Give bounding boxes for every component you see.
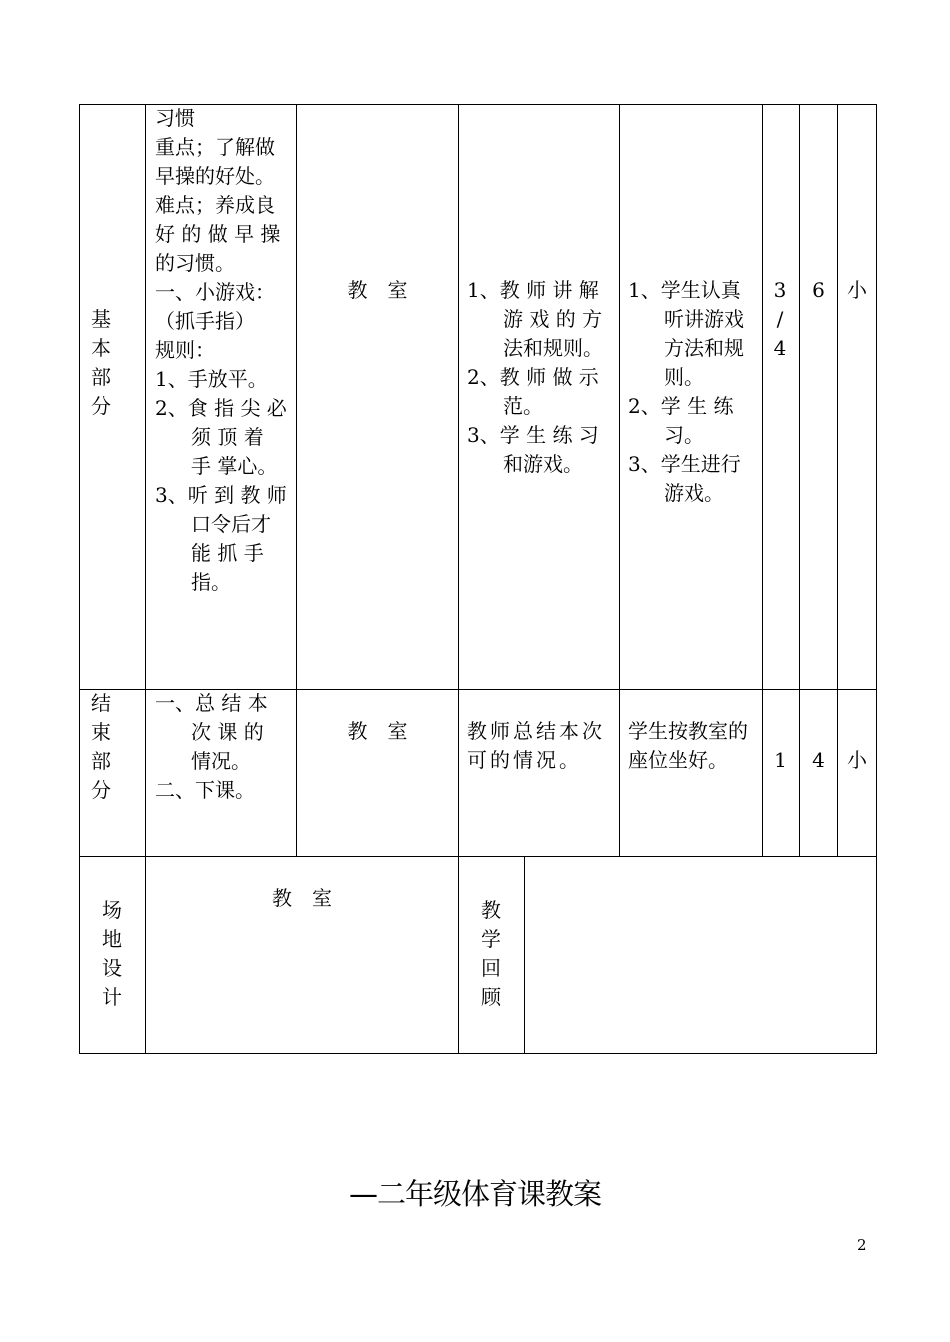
end-student-activity: 学生按教室的座位坐好。: [628, 719, 748, 772]
end-minutes: 4: [812, 748, 825, 772]
column-divider: [619, 104, 620, 857]
row-divider: [79, 856, 877, 857]
column-divider: [458, 104, 459, 1054]
site-design-label: 场 地 设 计: [102, 898, 122, 1009]
end-content: 一、总 结 本 次 课 的 情况。 二、下课。: [155, 691, 268, 802]
table-border-right: [876, 104, 877, 1054]
table-border-bottom: [79, 1053, 877, 1054]
section-label-basic: 基 本 部 分: [91, 307, 111, 418]
basic-intensity: 小: [847, 278, 867, 302]
teaching-review-label: 教 学 回 顾: [481, 898, 501, 1009]
column-divider: [799, 104, 800, 857]
basic-venue: 教 室: [347, 278, 408, 302]
end-intensity: 小: [847, 748, 867, 772]
column-divider: [762, 104, 763, 857]
table-border-left: [79, 104, 80, 1054]
column-divider: [524, 856, 525, 1054]
basic-student-activity: 1、学生认真 听讲游戏 方法和规 则。 2、学 生 练 习。 3、学生进行 游戏。: [628, 278, 744, 505]
basic-content: 习惯 重点；了解做 早操的好处。 难点；养成良 好 的 做 早 操 的习惯。 一、小游戏： （抓手指） 规则： 1、手放平。 2、食 指 尖 必 须 顶 着 手 掌心。 3、听 到 教 师 口令后才能 抓 手 指。: [155, 106, 287, 594]
footer-title: —二年级体育课教案: [348, 1177, 601, 1211]
basic-teacher-activity: 1、教 师 讲 解 游 戏 的 方 法和规则。 2、教 师 做 示 范。 3、学 生 练 习 和游戏。: [467, 278, 603, 476]
end-times: 1: [774, 748, 787, 772]
column-divider: [837, 104, 838, 857]
site-design-value: 教 室: [272, 886, 332, 910]
end-teacher-activity: 教师总结本次可的情况。: [467, 719, 605, 772]
basic-minutes: 6: [812, 278, 825, 302]
end-venue: 教 室: [347, 719, 408, 743]
section-label-end: 结 束 部 分: [91, 691, 111, 802]
page-number: 2: [857, 1236, 867, 1254]
basic-times: 3 / 4: [773, 278, 787, 360]
